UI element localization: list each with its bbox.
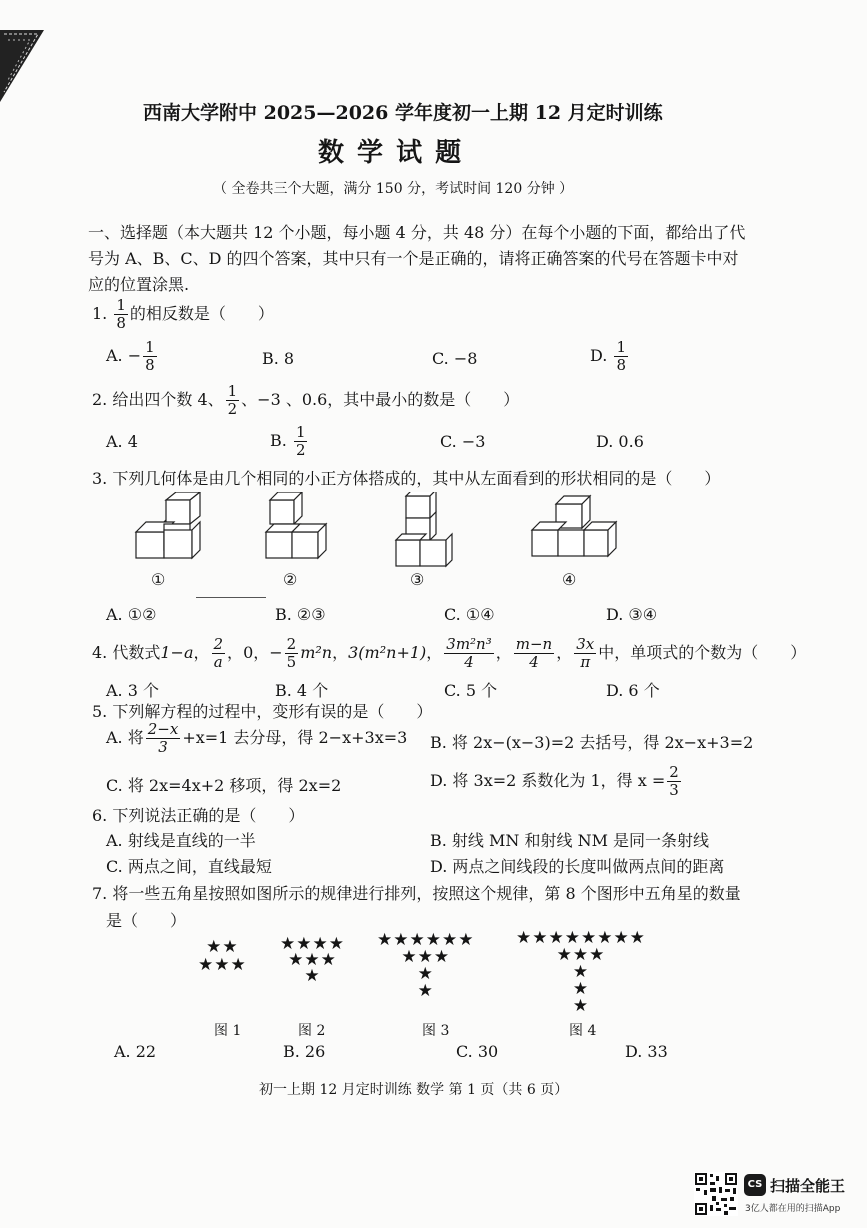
scanner-tagline: 3亿人都在用的扫描App — [745, 1204, 841, 1214]
cube-figure-4 — [532, 496, 616, 556]
q6-option-c[interactable]: C. 两点之间，直线最短 — [106, 857, 272, 876]
exam-note: （ 全卷共三个大题，满分 150 分，考试时间 120 分钟 ） — [213, 181, 574, 197]
q1-number: 1. — [92, 304, 108, 323]
star-figure-4: ★★★★★★★★ ★★★ ★ ★ ★ — [516, 928, 646, 1016]
cube-label-1: ① — [151, 570, 166, 589]
q1-option-d[interactable]: D. $\frac{1}{8}$ — [590, 338, 626, 374]
q5-option-c[interactable]: C. 将 2x=4x+2 移项，得 2x=2 — [106, 776, 342, 795]
camscanner-logo-icon: CS — [744, 1174, 766, 1196]
exam-title: 西南大学附中 2025—2026 学年度初一上期 12 月定时训练 — [143, 102, 663, 124]
cube-figure-1 — [136, 492, 200, 558]
torn-corner-decoration — [0, 0, 48, 105]
fig-label-3: 图 3 — [422, 1023, 450, 1039]
question-7-line1: 7. 将一些五角星按照如图所示的规律进行排列，按照这个规律，第 8 个图形中五角星的数量 — [92, 884, 741, 903]
q5-option-a[interactable]: A. 将 $\frac{2-x}{3}$ +x=1 去分母，得 2−x+3x=3 — [106, 720, 408, 756]
q7-option-a[interactable]: A. 22 — [114, 1042, 157, 1061]
section1-line1: 一、选择题（本大题共 12 个小题，每小题 4 分，共 48 分）在每个小题的下面，都给出了代 — [88, 223, 746, 242]
cube-figure-2 — [266, 492, 326, 558]
q6-option-b[interactable]: B. 射线 MN 和射线 NM 是同一条射线 — [430, 831, 710, 850]
cube-figure-3 — [396, 492, 452, 566]
section1-line2: 号为 A、B、C、D 的四个答案，其中只有一个是正确的，请将正确答案的代号在答题卡中对 — [88, 249, 739, 268]
question-2: 2. 给出四个数 4、 $\frac{1}{2}$ 、−3 、0.6，其中最小的数是（ ） — [92, 382, 520, 418]
cube-label-3: ③ — [410, 570, 425, 589]
q1-fraction: $\frac{1}{8}$ — [116, 296, 126, 332]
q4-option-b[interactable]: B. 4 个 — [275, 681, 329, 700]
star-figure-1: ★★ ★★★ — [198, 937, 247, 975]
question-6: 6. 下列说法正确的是（ ） — [92, 806, 305, 825]
q3-option-c[interactable]: C. ①④ — [444, 605, 495, 624]
q7-option-b[interactable]: B. 26 — [283, 1042, 326, 1061]
q1-option-b[interactable]: B. 8 — [262, 349, 295, 368]
question-5: 5. 下列解方程的过程中，变形有误的是（ ） — [92, 702, 433, 721]
q6-option-a[interactable]: A. 射线是直线的一半 — [106, 831, 256, 850]
q5-option-d[interactable]: D. 将 3x=2 系数化为 1，得 x = $\frac{2}{3}$ — [430, 763, 679, 799]
q2-option-a[interactable]: A. 4 — [106, 432, 138, 451]
q4-option-d[interactable]: D. 6 个 — [606, 681, 660, 700]
cube-figures — [120, 492, 680, 592]
scanner-app-name: 扫描全能王 — [770, 1177, 846, 1195]
q4-option-c[interactable]: C. 5 个 — [444, 681, 498, 700]
q7-option-d[interactable]: D. 33 — [625, 1042, 668, 1061]
q4-option-a[interactable]: A. 3 个 — [106, 681, 159, 700]
q1-option-a[interactable]: A. − $\frac{1}{8}$ — [106, 338, 155, 374]
question-7-line2: 是（ ） — [106, 911, 187, 930]
cube-label-2: ② — [283, 570, 298, 589]
cube-label-4: ④ — [562, 570, 577, 589]
q1-option-c[interactable]: C. −8 — [432, 349, 478, 368]
q2-option-b[interactable]: B. $\frac{1}{2}$ — [270, 423, 306, 459]
star-figure-3: ★★★★★★ ★★★ ★ ★ — [377, 930, 475, 1001]
q2-option-d[interactable]: D. 0.6 — [596, 432, 644, 451]
q5-option-b[interactable]: B. 将 2x−(x−3)=2 去括号，得 2x−x+3=2 — [430, 733, 754, 752]
question-4: 4. 代数式1−a， $\frac{2}{a}$ ，0，− $\frac{2}{5}$ m²n，3(m²n+1)， $\frac{\text{3m²n³}}{4}$ ， $\frac{m-n}{4}$ ， $\frac{3x}{\pi}$ 中，单项式的个数为（ ） — [92, 635, 807, 671]
page-footer: 初一上期 12 月定时训练 数学 第 1 页（共 6 页） — [259, 1082, 569, 1098]
section1-line3: 应的位置涂黑. — [88, 275, 190, 294]
q3-option-b[interactable]: B. ②③ — [275, 605, 326, 624]
q2-option-c[interactable]: C. −3 — [440, 432, 486, 451]
stray-line — [196, 597, 266, 598]
question-1 — [92, 298, 274, 331]
fig-label-4: 图 4 — [569, 1023, 597, 1039]
subject-title: 数 学 试 题 — [318, 138, 464, 168]
q3-option-d[interactable]: D. ③④ — [606, 605, 658, 624]
qr-code-icon — [694, 1172, 738, 1216]
star-figure-2: ★★★★ ★★★ ★ — [280, 934, 345, 986]
fig-label-1: 图 1 — [214, 1023, 242, 1039]
q1-stem: 的相反数是（ ） — [129, 304, 274, 323]
question-3: 3. 下列几何体是由几个相同的小正方体搭成的，其中从左面看到的形状相同的是（ ） — [92, 469, 721, 488]
q3-option-a[interactable]: A. ①② — [106, 605, 157, 624]
q6-option-d[interactable]: D. 两点之间线段的长度叫做两点间的距离 — [430, 857, 725, 876]
fig-label-2: 图 2 — [298, 1023, 326, 1039]
q7-option-c[interactable]: C. 30 — [456, 1042, 499, 1061]
